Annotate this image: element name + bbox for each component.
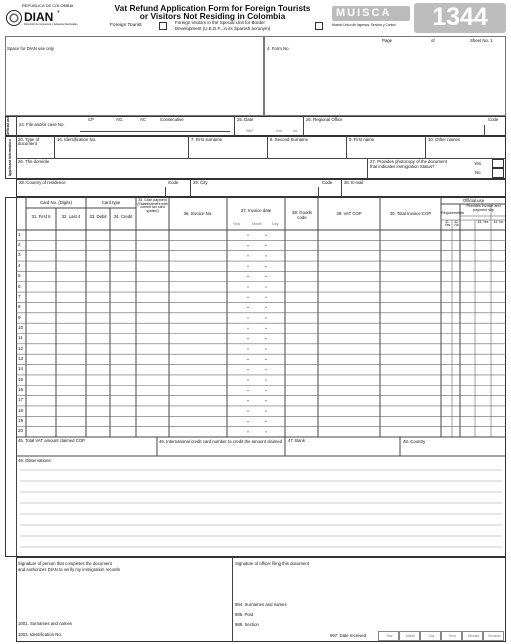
date-received-cell-label: Month <box>406 634 415 638</box>
foreign-visitor-label-2: Development (U.E.D.F., in its Spanish acronym) <box>175 26 271 31</box>
city-code-label: Code <box>322 180 333 185</box>
date-separator-dot <box>247 235 248 236</box>
col-35-header: 35. Cash payment (Establishment with current tax card system) <box>137 198 168 214</box>
date-separator-dot <box>265 348 266 349</box>
consecutive-label: Consecutive <box>160 117 184 122</box>
foreign-visitor-label-1: Foreign Visitors in the Special Unit for Border <box>175 20 265 25</box>
photocopy-yes-label: Yes <box>474 161 482 166</box>
date-separator-dot <box>265 390 266 391</box>
date-dd: dd <box>293 129 297 133</box>
date-received-cell[interactable] <box>462 631 483 641</box>
sheet-label: Sheet No. 1 <box>470 38 493 43</box>
applicant-id-label: 1003. Identification No. <box>18 632 62 637</box>
date-separator-dot <box>265 400 266 401</box>
date-separator-dot <box>265 297 266 298</box>
applicant-side-label: Applicant information <box>7 139 12 177</box>
credit-card-label: 46. International credit card number to credit the amount claimed <box>159 439 283 444</box>
row-number: 18 <box>18 407 24 413</box>
date-separator-dot <box>265 286 266 287</box>
date-separator-dot <box>265 359 266 360</box>
date-separator-dot <box>247 400 248 401</box>
ag-label: AG. <box>116 117 124 122</box>
country-label: 48. Country <box>403 439 426 444</box>
date-separator-dot <box>247 266 248 267</box>
date-received-cell[interactable] <box>483 631 504 641</box>
col-31-header: 31. First 6 <box>31 214 51 219</box>
row-number: 1 <box>18 231 21 237</box>
date-separator-dot <box>247 307 248 308</box>
date-separator-dot <box>265 328 266 329</box>
second-surname-label: 8. Second Surname <box>270 137 308 142</box>
regional-code-label: Code <box>488 117 499 122</box>
date-mm: mm <box>276 129 282 133</box>
date-separator-dot <box>265 317 266 318</box>
photocopy-no-label: No <box>475 170 481 175</box>
date-separator-dot <box>247 255 248 256</box>
other-names-label: 10. Other names <box>428 137 461 142</box>
col-38-header: 38. Goods code <box>292 210 312 220</box>
date-separator-dot <box>265 421 266 422</box>
date-received-cell[interactable] <box>441 631 462 641</box>
col-39-header: 39. VAT COP <box>336 211 362 216</box>
date-label: 25. Date <box>237 117 254 122</box>
row-number: 3 <box>18 252 21 258</box>
col-34-header: 34. Credit <box>113 214 133 219</box>
row-number: 9 <box>18 314 21 320</box>
date-separator-dot <box>247 369 248 370</box>
date-separator-dot <box>247 390 248 391</box>
row-number: 8 <box>18 304 21 310</box>
date-separator-dot <box>247 317 248 318</box>
foreign-tourist-label: Foreign Tourist <box>110 23 142 28</box>
form-number: 1344 <box>432 3 488 31</box>
date-received-cell[interactable] <box>378 631 399 641</box>
country-residence-label: 28. Country of residence <box>19 180 66 185</box>
officer-signature-label: Signature of officer filing this document <box>235 561 309 566</box>
muisca-logo-text: MUISCA <box>336 7 392 19</box>
officer-post-label: 985. Post <box>235 612 254 617</box>
total-vat-label: 45. Total VAT amount claimed COP <box>18 438 86 443</box>
col-40-header: 40. Total Invoice COP <box>389 211 432 216</box>
muisca-subtitle: Modelo Único de Ingresos, Servicio y Control <box>332 23 396 27</box>
col-37-day: Day <box>272 222 279 226</box>
doc-type-label: 20. Type of document <box>18 137 40 147</box>
row-number: 6 <box>18 283 21 289</box>
dian-logo-text: DIAN <box>24 10 54 24</box>
photocopy-label-1: 27. Provides photocopy of the document <box>370 159 447 164</box>
date-separator-dot <box>247 276 248 277</box>
republic-label: REPÚBLICA DE COLOMBIA <box>22 3 74 8</box>
date-separator-dot <box>265 431 266 432</box>
date-separator-dot <box>265 235 266 236</box>
col-43-header: 43. Yes <box>477 220 489 224</box>
col-44-header: 44. No <box>493 220 504 224</box>
row-number: 19 <box>18 418 24 424</box>
row-number: 2 <box>18 242 21 248</box>
officer-section-label: 989. Section <box>235 622 259 627</box>
date-separator-dot <box>247 411 248 412</box>
date-received-cell-label: Day <box>428 634 435 638</box>
col-42-header: 42. No <box>454 220 459 228</box>
official-use-header: Official use <box>462 198 485 203</box>
date-separator-dot <box>247 338 248 339</box>
row-number: 12 <box>18 345 24 351</box>
date-separator-dot <box>265 276 266 277</box>
row-number: 16 <box>18 387 24 393</box>
photocopy-label-2: that indicates immigration Status? <box>370 164 435 169</box>
col-36-header: 36. Invoice No. <box>183 211 213 216</box>
date-separator-dot <box>247 328 248 329</box>
date-ww: WW <box>246 129 253 133</box>
row-number: 14 <box>18 366 24 372</box>
row-number: 4 <box>18 262 21 268</box>
col-33-header: 33. Debit <box>89 214 107 219</box>
date-separator-dot <box>265 245 266 246</box>
row-number: 13 <box>18 355 24 361</box>
date-separator-dot <box>265 266 266 267</box>
first-surname-label: 7. First surname <box>191 137 223 142</box>
date-separator-dot <box>247 379 248 380</box>
date-separator-dot <box>247 297 248 298</box>
row-number: 10 <box>18 324 24 330</box>
ac-label: AC <box>140 117 146 122</box>
page-label: Page <box>382 38 393 43</box>
form-title-line2: or Visitors Not Residing in Colombia <box>139 11 286 21</box>
date-received-cell-label: Minutes <box>467 634 480 638</box>
row-number: 17 <box>18 397 24 403</box>
date-separator-dot <box>265 379 266 380</box>
official-side-label: Official use <box>5 116 10 136</box>
email-label: 30. E-mail <box>344 180 364 185</box>
date-separator-dot <box>265 255 266 256</box>
row-number: 11 <box>18 335 23 341</box>
cp-label: CP <box>88 117 94 122</box>
col-37-year: Year <box>233 222 241 226</box>
col-37-header: 37. Invoice date <box>240 208 272 213</box>
registered-mark: ® <box>57 9 60 14</box>
country-code-label: Code <box>168 180 179 185</box>
date-separator-dot <box>265 369 266 370</box>
dian-use-label: Space for DIAN use only <box>7 46 55 51</box>
date-received-cell-label: Year <box>386 634 393 638</box>
dian-subtitle: Dirección de Impuestos y Aduanas Nacionales <box>24 23 78 26</box>
row-number: 5 <box>18 273 21 279</box>
date-received-label: 997. Date received <box>330 633 367 638</box>
form-no-label: 4. Form No. <box>267 46 290 51</box>
applicant-names-label: 1001. Surnames and names <box>18 621 72 626</box>
applicant-signature-label-2: and Authorizes DIAN to verify my immigration records <box>18 567 120 572</box>
applicant-signature-label-1: Signature of person that completes the document <box>18 561 112 566</box>
row-number: 15 <box>18 376 24 382</box>
id-no-label: 16. Identification No. <box>57 137 97 142</box>
file-case-label: 24. File and/or case No. <box>19 122 65 127</box>
col-37-month: Month <box>252 222 262 226</box>
card-type-header: Card type <box>101 200 121 205</box>
bank-label: 47. Bank <box>288 438 305 443</box>
date-separator-dot <box>247 431 248 432</box>
first-name-label: 9. First name <box>349 137 375 142</box>
regional-office-label: 26. Regional Office <box>306 117 343 122</box>
date-received-cell[interactable] <box>420 631 441 641</box>
date-separator-dot <box>247 359 248 360</box>
row-number: 7 <box>18 293 21 299</box>
date-separator-dot <box>265 338 266 339</box>
col-32-header: 32. Last 4 <box>61 214 81 219</box>
provides-header: Provides invoice and payment slip <box>466 204 501 212</box>
row-number: 20 <box>18 428 24 434</box>
requirements-header: Requirements <box>441 211 464 215</box>
date-separator-dot <box>247 421 248 422</box>
observations-label: 49. Observations: <box>18 458 52 463</box>
date-separator-dot <box>247 245 248 246</box>
officer-names-label: 984. Surnames and names <box>235 602 287 607</box>
domicile-label: 26. The domicile <box>18 159 50 164</box>
date-received-cell-label: Seconds <box>488 634 501 638</box>
city-label: 29. City <box>193 180 208 185</box>
date-separator-dot <box>265 411 266 412</box>
card-no-header: Card No. (Digits) <box>40 200 72 205</box>
col-41-header: 41. Yes <box>444 220 451 228</box>
form-title-line1: Vat Refund Application Form for Foreign Tourists <box>114 3 311 13</box>
of-label: of <box>431 38 435 43</box>
date-received-cell-label: Hour <box>449 634 456 638</box>
date-separator-dot <box>265 307 266 308</box>
date-separator-dot <box>247 348 248 349</box>
date-separator-dot <box>247 286 248 287</box>
date-received-cell[interactable] <box>399 631 420 641</box>
